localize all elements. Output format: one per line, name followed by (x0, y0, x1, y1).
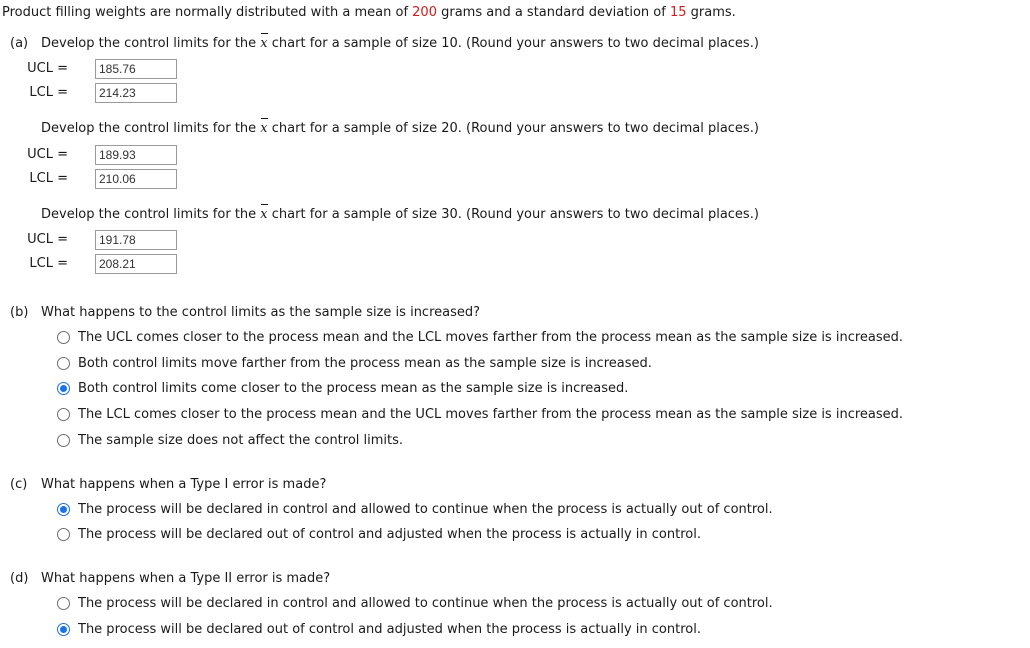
xbar-symbol: x (260, 36, 268, 51)
prompt-text: chart for a sample of size 30. (Round your answers to two decimal places.) (267, 207, 759, 222)
mean-value: 200 (412, 5, 437, 20)
radio-b-option-1[interactable] (57, 331, 70, 344)
ucl-input-n30[interactable]: 191.78 (95, 230, 177, 250)
prompt-text: Develop the control limits for the (41, 36, 261, 51)
radio-d-option-1[interactable] (57, 597, 70, 610)
option-label[interactable]: Both control limits come closer to the process mean as the sample size is increased. (78, 381, 629, 396)
option-label[interactable]: The process will be declared out of control and adjusted when the process is actually in control. (78, 622, 701, 637)
lcl-input-n10[interactable]: 214.23 (95, 83, 177, 103)
option-label[interactable]: The LCL comes closer to the process mean and the UCL moves farther from the process mean as the sample size is increased. (78, 407, 904, 422)
intro-text-3: grams. (686, 5, 736, 20)
part-d-marker: (d) (10, 571, 29, 586)
radio-c-option-2[interactable] (57, 528, 70, 541)
prompt-text: chart for a sample of size 10. (Round your answers to two decimal places.) (267, 36, 759, 51)
part-a-prompt-n30 (41, 207, 759, 222)
part-a-prompt-n20 (41, 121, 759, 136)
option-label[interactable]: The process will be declared in control and allowed to continue when the process is actually out of control. (78, 596, 773, 611)
radio-b-option-4[interactable] (57, 408, 70, 421)
radio-b-option-3[interactable] (57, 382, 70, 395)
intro-text: Product filling weights are normally distributed with a mean of (2, 5, 413, 20)
xbar-symbol: x (260, 121, 268, 136)
ucl-label: UCL = (27, 232, 68, 247)
radio-d-option-2[interactable] (57, 623, 70, 636)
part-a-prompt-n10 (41, 36, 759, 51)
option-label[interactable]: Both control limits move farther from the process mean as the sample size is increased. (78, 356, 652, 371)
ucl-input-n20[interactable]: 189.93 (95, 145, 177, 165)
part-c-marker: (c) (10, 477, 28, 492)
lcl-label: LCL = (29, 171, 68, 186)
option-label[interactable]: The sample size does not affect the control limits. (78, 433, 404, 448)
part-d-question: What happens when a Type II error is made? (41, 571, 331, 586)
part-c-question: What happens when a Type I error is made? (41, 477, 327, 492)
ucl-label: UCL = (27, 61, 68, 76)
lcl-label: LCL = (29, 256, 68, 271)
part-a-marker: (a) (10, 36, 29, 51)
lcl-input-n30[interactable]: 208.21 (95, 254, 177, 274)
prompt-text: Develop the control limits for the (41, 121, 261, 136)
xbar-symbol: x (260, 207, 268, 222)
ucl-label: UCL = (27, 147, 68, 162)
option-label[interactable]: The process will be declared out of control and adjusted when the process is actually in control. (78, 527, 701, 542)
prompt-text: chart for a sample of size 20. (Round your answers to two decimal places.) (267, 121, 759, 136)
lcl-label: LCL = (29, 85, 68, 100)
part-b-marker: (b) (10, 305, 29, 320)
prompt-text: Develop the control limits for the (41, 207, 261, 222)
radio-b-option-2[interactable] (57, 357, 70, 370)
sd-value: 15 (669, 5, 687, 20)
part-b-question: What happens to the control limits as the sample size is increased? (41, 305, 481, 320)
ucl-input-n10[interactable]: 185.76 (95, 59, 177, 79)
radio-c-option-1[interactable] (57, 503, 70, 516)
intro-text-2: grams and a standard deviation of (436, 5, 670, 20)
option-label[interactable]: The UCL comes closer to the process mean and the LCL moves farther from the process mean as the sample size is increased. (78, 330, 904, 345)
option-label[interactable]: The process will be declared in control and allowed to continue when the process is actually out of control. (78, 502, 773, 517)
radio-b-option-5[interactable] (57, 434, 70, 447)
lcl-input-n20[interactable]: 210.06 (95, 169, 177, 189)
problem-statement (2, 5, 736, 20)
